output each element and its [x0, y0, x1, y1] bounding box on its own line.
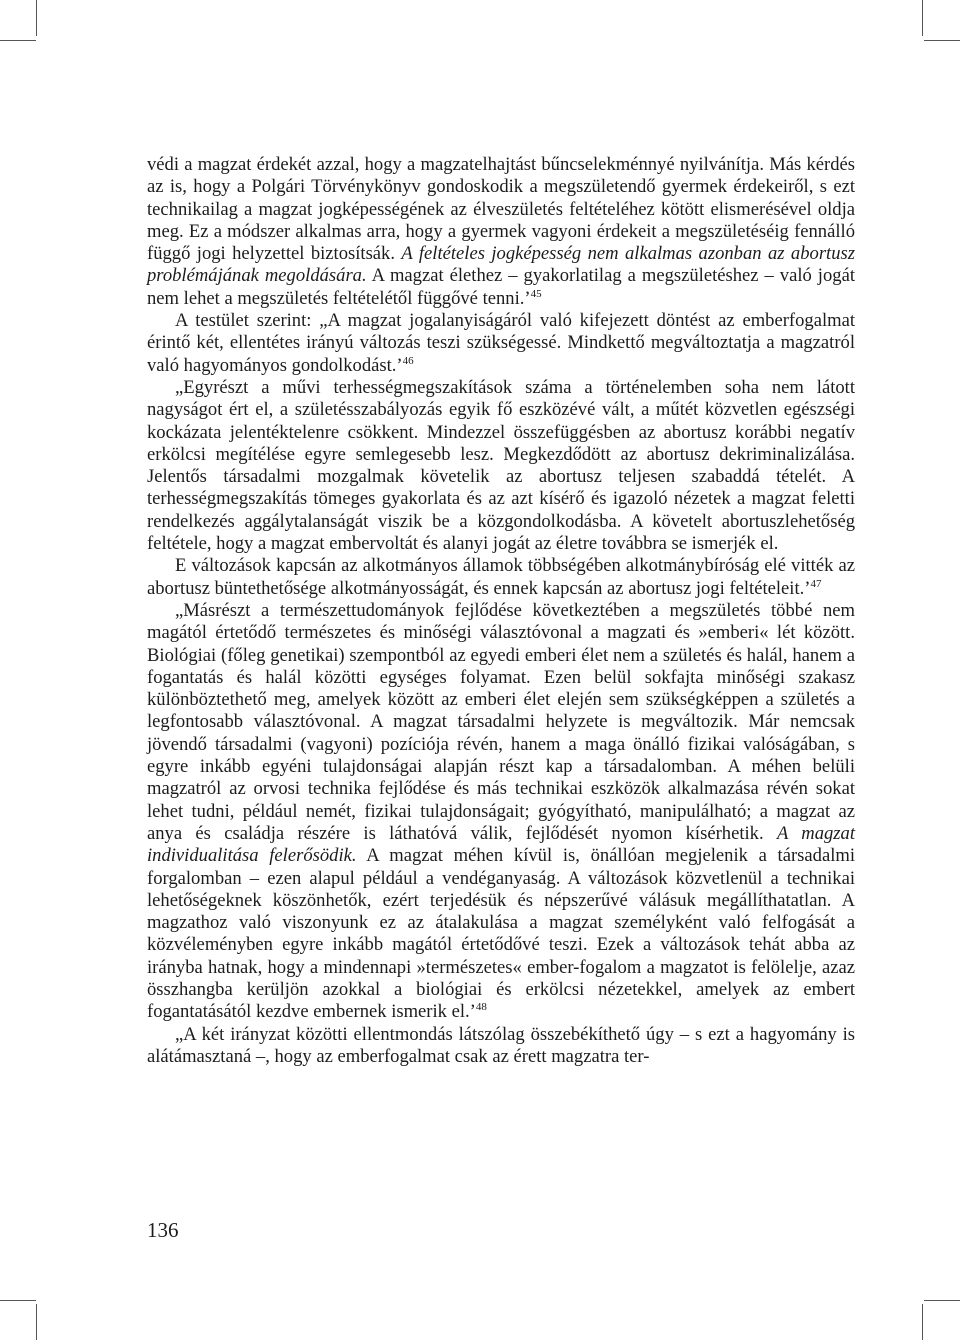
paragraph [147, 377, 855, 555]
footnote-ref: 46 [402, 354, 414, 367]
footnote-ref: 48 [475, 1001, 487, 1014]
text-run: A magzat élethez – gyakorlatilag a megszületéshez – való jogát nem lehet a megszületés feltételétől függővé tenni.’ [147, 265, 855, 309]
crop-mark-top-left-h [0, 40, 36, 41]
emphasis-text: A feltételes jogképesség nem alkalmas azonban az abortusz problémájának megoldására. [147, 243, 855, 287]
text-run: E változások kapcsán az alkotmányos államok többségében alkotmánybíróság elé vitték az abortusz büntethetősége alkotmányosságát, és ennek kapcsán az abortusz jogi feltételeit.’ [147, 555, 855, 599]
footnote-ref: 45 [530, 287, 542, 300]
paragraph [147, 600, 855, 1024]
crop-mark-top-right-h [924, 40, 960, 41]
crop-mark-top-right [922, 0, 923, 36]
paragraph [147, 310, 855, 377]
text-run: „Egyrészt a művi terhességmegszakítások száma a történelemben soha nem látott nagyságot ért el, a születésszabályozás egyik fő eszközévé vált, a műtét közvetlen egészségi kockázata jelentéktelenre csökkent. Mindezzel összefüggésben az abortusz korábbi negatív erkölcsi megítélése egyre semlegesebb lesz. Megkezdődött az abortusz dekriminalizálása. Jelentős társadalmi mozgalmak követelik az abortusz teljesen szabaddá tételét. A terhességmegszakítás tömeges gyakorlata és az azt kísérő és igazoló nézetek a magzat feletti rendelkezés aggálytalanságát viszik be a közgondolkodásba. A követelt abortuszlehetőség feltétele, hogy a magzat embervoltát és alanyi jogát az életre továbbra se ismerjék el. [147, 376, 855, 555]
text-run: „Másrészt a természettudományok fejlődése következtében a megszületés többé nem magától értetődő természetes és minőségi választóvonal a magzati és »emberi« lét között. Biológiai (főleg genetikai) szempontból az egyedi emberi élet nem a születés és halál, hanem a fogantatás és halál közötti egységes folyamat. Ezen belül sokfajta minőségi szakasz különböztethető meg, amelyek között az emberi élet elején sem szükségképpen a születés a legfontosabb választóvonal. A magzat társadalmi helyzete is megváltozik. Már nemcsak jövendő társadalmi (vagyoni) pozíciója révén, hanem a maga önálló fizikai valóságában, s egyre inkább egyéni tulajdonságai alapján részt kap a társadalomban. A méhen belüli magzatról az orvosi technika fejlődése és más technikai eszközök alkalmazása révén sokat lehet tudni, például nemét, fizikai tulajdonságait; gyógyítható, manipulálható; a magzat az anya és családja részére is láthatóvá válik, fejlődését nyomon kísérhetik. [147, 599, 855, 844]
crop-mark-bottom-right-h [924, 1300, 960, 1301]
paragraph [147, 555, 855, 600]
text-run: védi a magzat érdekét azzal, hogy a magzatelhajtást bűncselekménnyé nyilvánítja. Más kérdés az is, hogy a Polgári Törvénykönyv gondoskodik a megszületendő gyermek érdekeiről, s ezt technikailag a magzat jogképességének az élveszületés feltételéhez kötött elismerésével oldja meg. Ez a módszer alkalmas arra, hogy a gyermek vagyoni érdekeit a megszületéséig fennálló függő jogi helyzettel biztosítsák. [147, 154, 855, 265]
crop-mark-top-left [36, 0, 37, 36]
paragraph [147, 1024, 855, 1069]
crop-mark-bottom-left-h [0, 1300, 36, 1301]
paragraph [147, 154, 855, 310]
page-number: 136 [147, 1218, 179, 1242]
text-run: A magzat méhen kívül is, önállóan megjelenik a társadalmi forgalomban – ezen alapul például a vendéganyaság. A változások közvetlenül a technikai lehetőségeknek köszönhetők, ezért terjedésük és népszerűvé válásuk megállíthatatlan. A magzathoz való viszonyunk ez az átalakulása a magzat személyként való felfogását a közvéleményben egyre inkább magától értetődővé teszi. Ezek a változások tehát abba az irányba hatnak, hogy a mindennapi »természetes« ember-fogalom a magzatot is felölelje, azaz összhangba kerüljön azokkal a biológiai és erkölcsi nézetekkel, amelyek az embert fogantatásától kezdve embernek ismerik el.’ [147, 845, 856, 1023]
emphasis-text: A magzat individualitása felerősödik. [147, 822, 856, 867]
text-run: A testület szerint: „A magzat jogalanyiságáról való kifejezett döntést az emberfogalmat érintő két, ellentétes irányú változás teszi szükségessé. Mindkettő megváltoztatja a magzatról való hagyományos gondolkodást.’ [147, 310, 855, 376]
text-run: „A két irányzat közötti ellentmondás látszólag összebékíthető úgy – s ezt a hagyomány is alátámasztaná –, hogy az emberfogalmat csak az érett magzatra ter- [147, 1023, 855, 1067]
footnote-ref: 47 [810, 577, 822, 590]
crop-mark-bottom-right [922, 1304, 923, 1340]
crop-mark-bottom-left [36, 1304, 37, 1340]
body-text [147, 154, 855, 1068]
